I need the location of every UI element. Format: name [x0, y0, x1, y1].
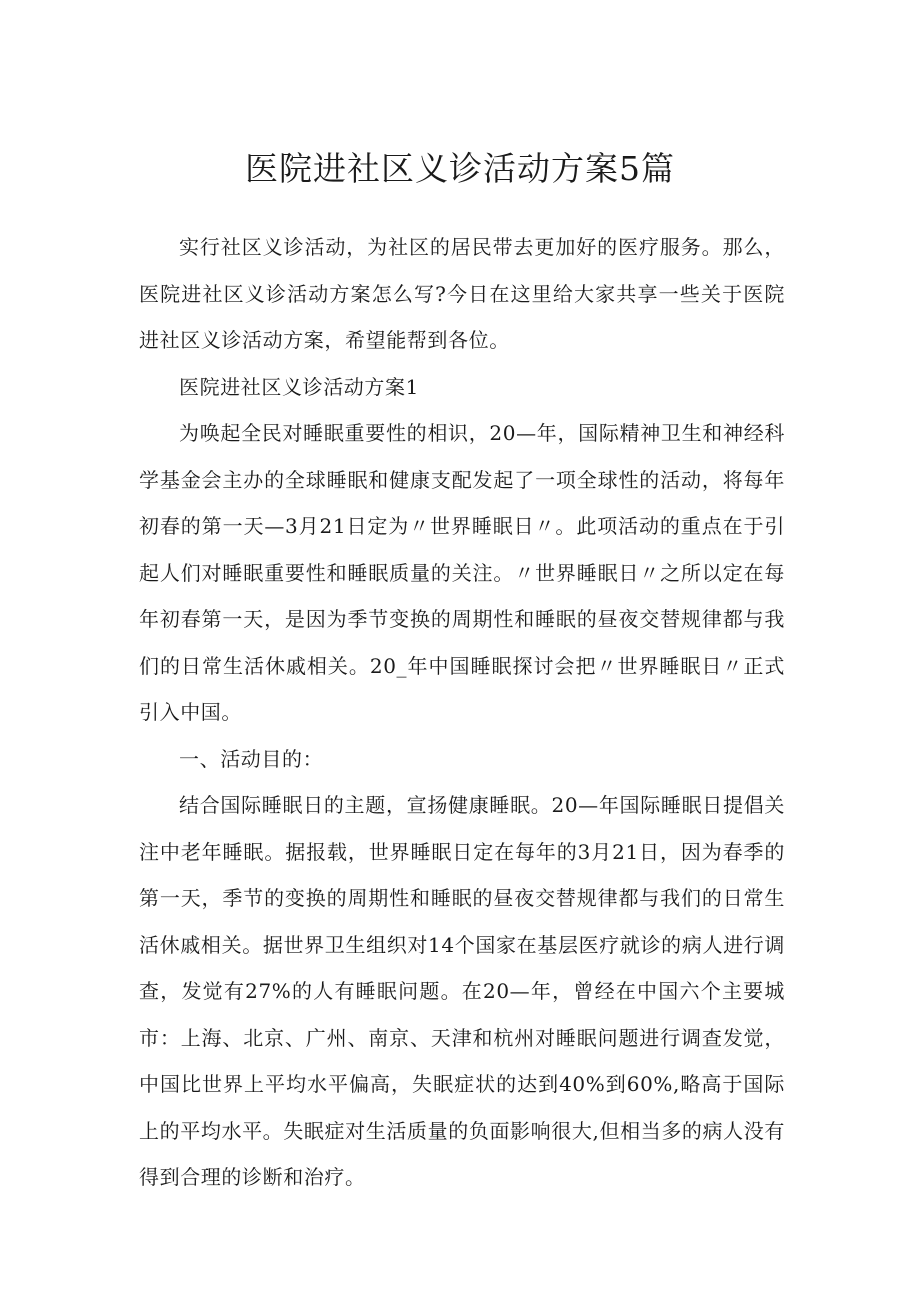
document-title: 医院进社区义诊活动方案5篇	[245, 149, 675, 188]
intro-paragraph: 实行社区义诊活动，为社区的居民带去更加好的医疗服务。那么，医院进社区义诊活动方案怎么写?今日在这里给大家共享一些关于医院进社区义诊活动方案，希望能帮到各位。	[139, 235, 785, 352]
body-paragraph: 结合国际睡眠日的主题，宣扬健康睡眠。20—年国际睡眠日提倡关注中老年睡眠。据报载，世界睡眠日定在每年的3月21日，因为春季的第一天，季节的变换的周期性和睡眠的昼夜交替规律都与我们的日常生活休戚相关。据世界卫生组织对14个国家在基层医疗就诊的病人进行调查，发觉有27%的人有睡眠问题。在20—年，曾经在中国六个主要城市：上海、北京、广州、南京、天津和杭州对睡眠问题进行调查发觉，中国比世界上平均水平偏高，失眠症状的达到40%到60%,略高于国际上的平均水平。失眠症对生活质量的负面影响很大,但相当多的病人没有得到合理的诊断和治疗。	[139, 793, 785, 1189]
subsection-heading: 一、活动目的：	[179, 746, 324, 771]
section-heading: 医院进社区义诊活动方案1	[179, 374, 419, 399]
document-body	[139, 224, 785, 1201]
body-paragraph: 为唤起全民对睡眠重要性的相识，20—年，国际精神卫生和神经科学基金会主办的全球睡眠和健康支配发起了一项全球性的活动，将每年初春的第一天—3月21日定为〃世界睡眠日〃。此项活动的重点在于引起人们对睡眠重要性和睡眠质量的关注。〃世界睡眠日〃之所以定在每年初春第一天，是因为季节变换的周期性和睡眠的昼夜交替规律都与我们的日常生活休戚相关。20_年中国睡眠探讨会把〃世界睡眠日〃正式引入中国。	[139, 421, 785, 724]
